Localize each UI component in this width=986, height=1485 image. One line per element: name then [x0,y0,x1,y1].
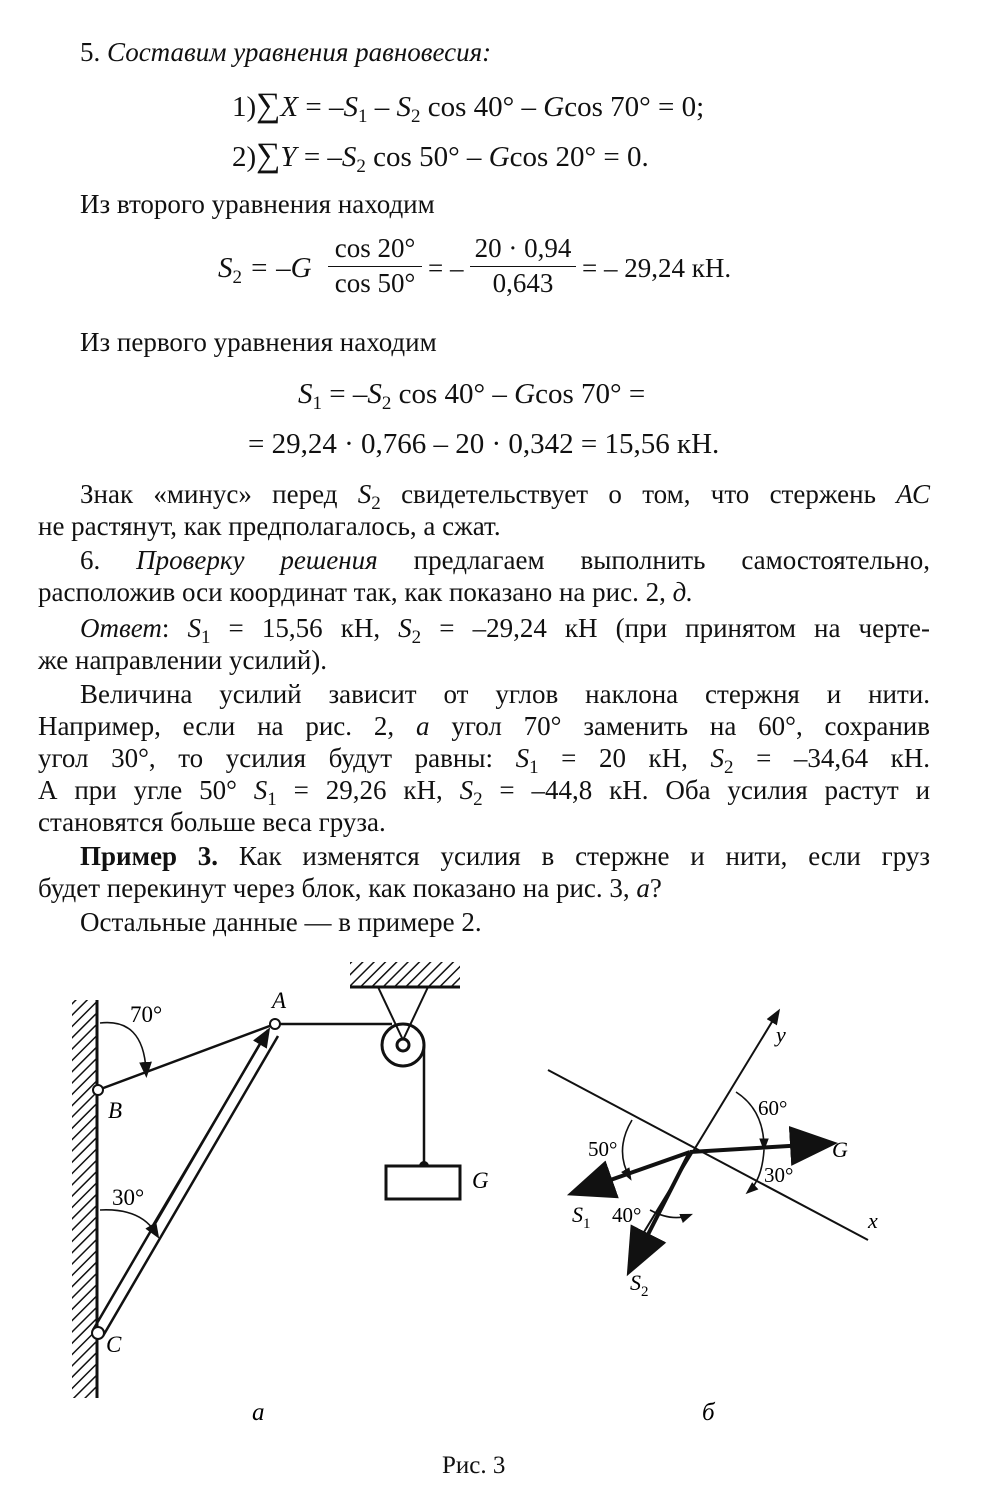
label-30: 30° [112,1185,145,1210]
label-a: A [272,988,287,1013]
equation-2: $2)\sum Y = -S_2$ cos 50° – Gcos 20° = 0. [232,137,649,177]
label-60: 60° [758,1096,788,1120]
sign-para-line-2: не растянут, как предполагалось, а сжат. [38,511,501,541]
figure-3a [0,950,520,1440]
angles-line-1: Величина усилий зависит от углов наклона стержня и нити. [80,679,930,709]
s1-line-2: = 29,24 · 0,766 – 20 · 0,342 = 15,56 кН. [248,428,720,460]
example3-line-1: Пример 3. Как изменятся усилия в стержне и нити, если груз [80,841,930,871]
angles-line-4: А при угле 50° $S_1 = 29,26$ кН, $S_2 = -44,8$ кН. Оба усилия растут и [38,775,931,810]
answer-line-2: же направлении усилий). [38,645,328,675]
label-g: G [472,1168,489,1193]
s2-eq2: = – [428,253,464,283]
force-g [690,1144,822,1152]
s2-fraction-1: cos 20° cos 50° [328,232,422,299]
from-second-text: Из второго уравнения находим [80,189,435,219]
label-b: B [108,1098,123,1123]
step5-number: 5. [80,37,101,67]
pulley-axle [397,1039,409,1051]
answer-line-1: Ответ: $S_1 = 15,56$ кН, $S_2 = -29,24$ кН (при принятом на черте- [80,613,930,648]
angles-line-3: угол 30°, то усилия будут равны: $S_1 = 20$ кН, $S_2 = -34,64$ кН. [38,743,931,778]
equation-1: $1)\sum X = -S_1 - S_2$ cos 40° – Gcos 70° = 0; [232,87,705,127]
step6-line-1: 6. Проверку решения предлагаем выполнить самостоятельно, [80,545,930,575]
figure-caption: Рис. 3 [442,1452,506,1479]
step5-heading [80,36,491,68]
figure-3b [530,990,910,1430]
wall-hatch [72,1000,96,1398]
pulley-bracket-left [378,987,403,1040]
arc-30b [748,1150,764,1192]
joint-a [270,1019,280,1029]
joint-c [92,1327,104,1339]
arc-70 [100,1023,146,1070]
step5-title: Составим уравнения равновесия: [107,37,492,67]
pulley-bracket-right [403,987,428,1040]
label-70: 70° [130,1002,163,1027]
s2-lhs: $S_2 = -G$ [218,252,312,288]
label-40: 40° [612,1203,642,1227]
axis-y [630,1012,778,1255]
label-s2: $S_2$ [630,1270,649,1300]
s2-fraction-2: 20 · 0,94 0,643 [470,232,576,299]
from-first-text: Из первого уравнения находим [80,327,437,357]
rest-data-text: Остальные данные — в примере 2. [80,907,482,937]
label-c: C [106,1332,122,1357]
thread-ba [98,1024,275,1090]
ceiling-hatch [350,962,460,986]
angles-line-2: Например, если на рис. 2, а угол 70° заменить на 60°, сохранив [38,711,930,741]
s2-result: = – 29,24 кН. [582,253,732,283]
caption-b: б [702,1399,715,1426]
label-s1: $S_1$ [572,1202,591,1232]
sign-para-line-1: Знак «минус» перед $S_2$ свидетельствует о том, что стержень АС [80,479,931,514]
label-50: 50° [588,1137,618,1161]
load-box [386,1166,460,1199]
arc-50 [622,1120,632,1178]
angles-line-5: становятся больше веса груза. [38,807,386,837]
step6-line-2: расположив оси координат так, как показано на рис. 2, д. [38,577,694,607]
example3-line-2: будет перекинут через блок, как показано на рис. 3, а? [38,873,662,903]
label-g-force: G [832,1137,848,1162]
joint-b [93,1085,103,1095]
label-y: y [776,1022,786,1047]
pulley-wheel [382,1024,424,1066]
label-30b: 30° [764,1163,794,1187]
label-x: x [868,1208,878,1233]
caption-a: а [252,1399,265,1426]
arc-30 [100,1210,155,1232]
s1-line-1: $S_1 = -S_2$ cos 40° – Gcos 70° = [298,378,646,414]
